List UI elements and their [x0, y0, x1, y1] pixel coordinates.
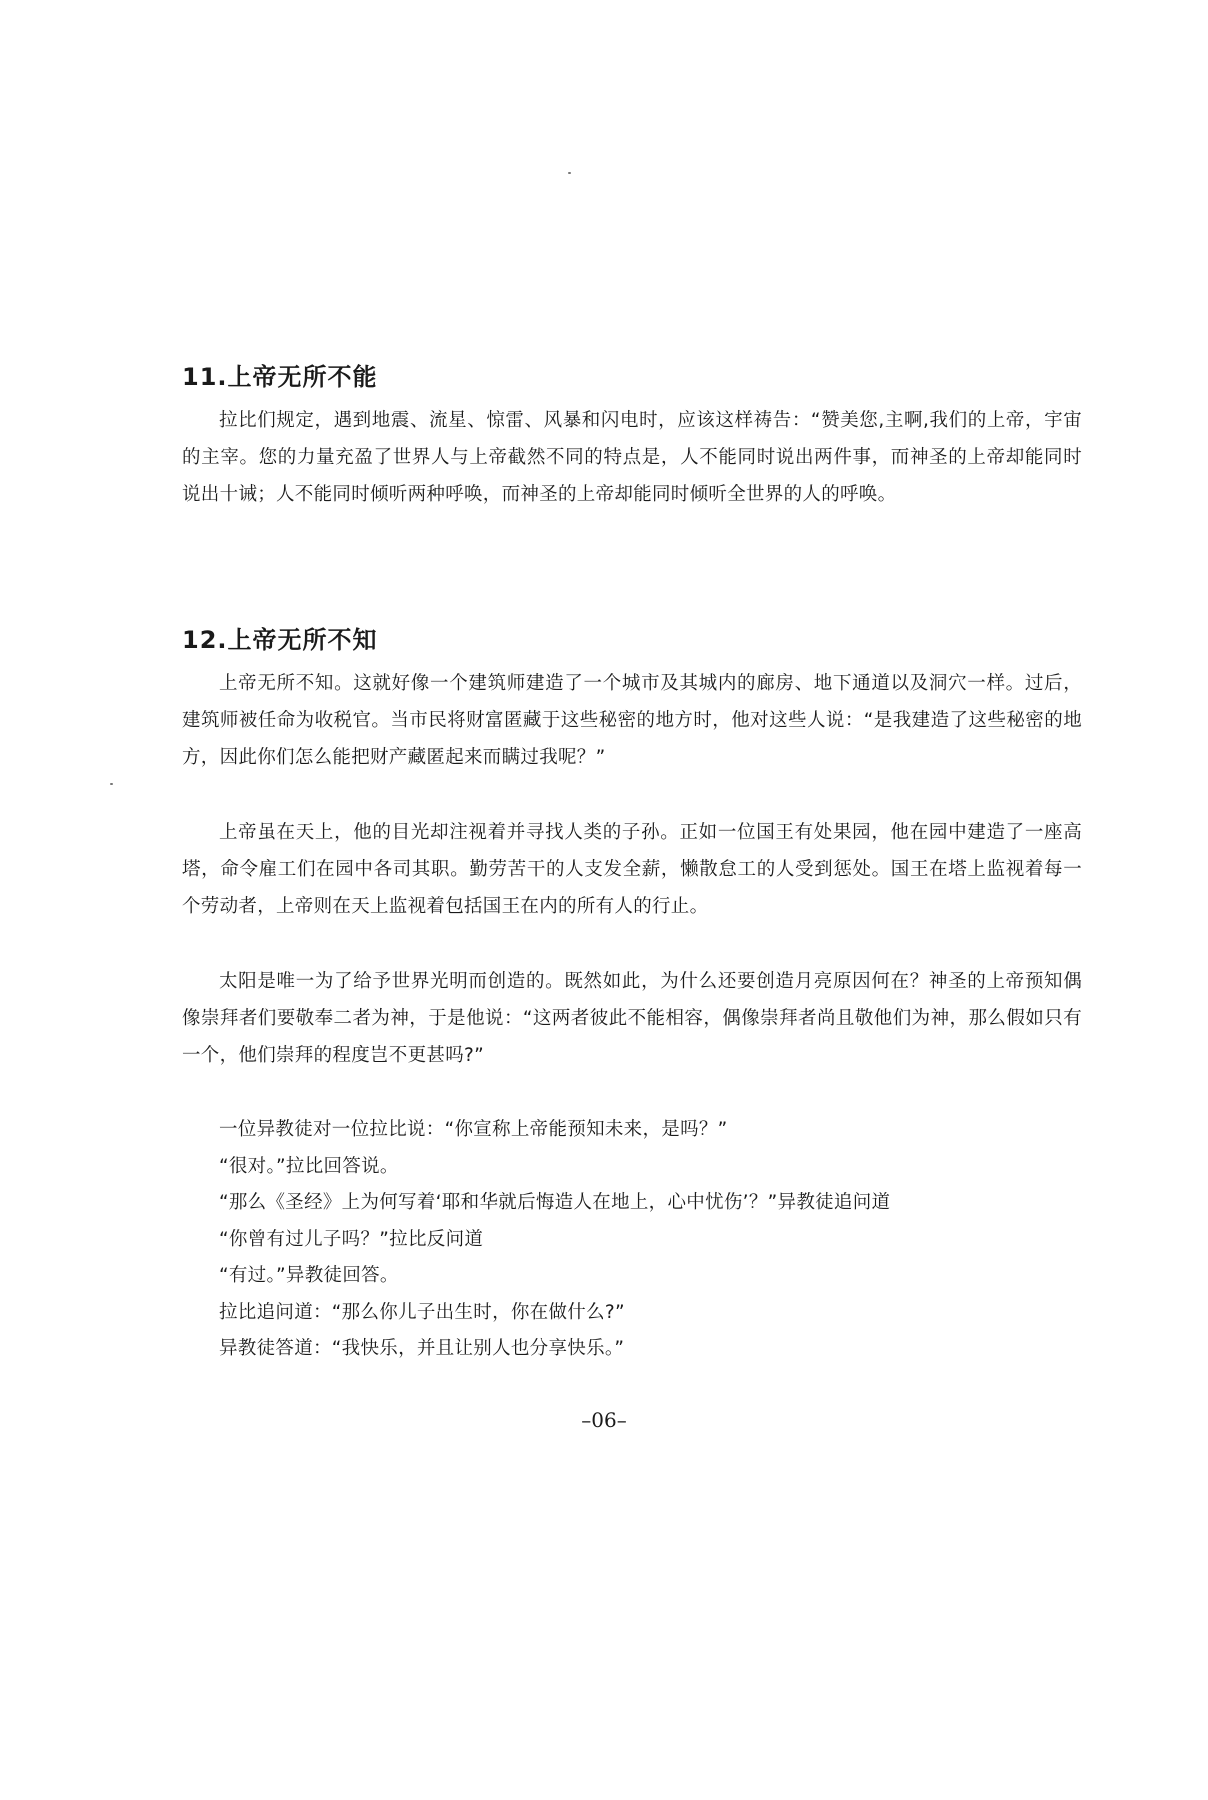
- paragraph: 上帝虽在天上，他的目光却注视着并寻找人类的子孙。正如一位国王有处果园，他在园中建造了一座高塔，命令雇工们在园中各司其职。勤劳苦干的人支发全薪，懒散怠工的人受到惩处。国王在塔上监视着每一个劳动者，上帝则在天上监视着包括国王在内的所有人的行止。: [182, 822, 1082, 917]
- section-12: [182, 620, 1082, 1368]
- section-11: [182, 357, 1082, 513]
- section-heading: 12.上帝无所不知: [182, 626, 378, 654]
- page-number: –06–: [581, 1408, 627, 1432]
- dialog-line: 一位异教徒对一位拉比说：“你宣称上帝能预知未来，是吗？”: [219, 1119, 728, 1140]
- dialog-line: 异教徒答道：“我快乐，并且让别人也分享快乐。”: [219, 1338, 625, 1359]
- dialog-line: “有过。”异教徒回答。: [219, 1265, 399, 1286]
- dialog-line: “很对。”拉比回答说。: [219, 1155, 399, 1177]
- dialog-block: [182, 1112, 1082, 1368]
- scan-speck: [110, 783, 113, 785]
- dialog-line: “那么《圣经》上为何写着‘耶和华就后悔造人在地上，心中忧伤’？”异教徒追问道: [219, 1192, 891, 1213]
- paragraph: 拉比们规定，遇到地震、流星、惊雷、风暴和闪电时，应该这样祷告：“赞美您,主啊,我们的上帝，宇宙的主宰。您的力量充盈了世界人与上帝截然不同的特点是，人不能同时说出两件事，而神圣的上帝却能同时说出十诫；人不能同时倾听两种呼唤，而神圣的上帝却能同时倾听全世界的人的呼唤。: [182, 410, 1082, 505]
- dialog-line: “你曾有过儿子吗？”拉比反问道: [219, 1228, 484, 1250]
- section-heading: 11.上帝无所不能: [182, 363, 378, 391]
- scan-speck: [568, 172, 571, 174]
- dialog-line: 拉比追问道：“那么你儿子出生时，你在做什么?”: [219, 1301, 625, 1323]
- paragraph: 上帝无所不知。这就好像一个建筑师建造了一个城市及其城内的廊房、地下通道以及洞穴一样。过后，建筑师被任命为收税官。当市民将财富匿藏于这些秘密的地方时，他对这些人说：“是我建造了这些秘密的地方，因此你们怎么能把财产藏匿起来而瞒过我呢？”: [182, 673, 1082, 768]
- paragraph: 太阳是唯一为了给予世界光明而创造的。既然如此，为什么还要创造月亮原因何在？神圣的上帝预知偶像崇拜者们要敬奉二者为神，于是他说：“这两者彼此不能相容，偶像崇拜者尚且敬他们为神，那么假如只有一个，他们崇拜的程度岂不更甚吗?”: [182, 971, 1082, 1066]
